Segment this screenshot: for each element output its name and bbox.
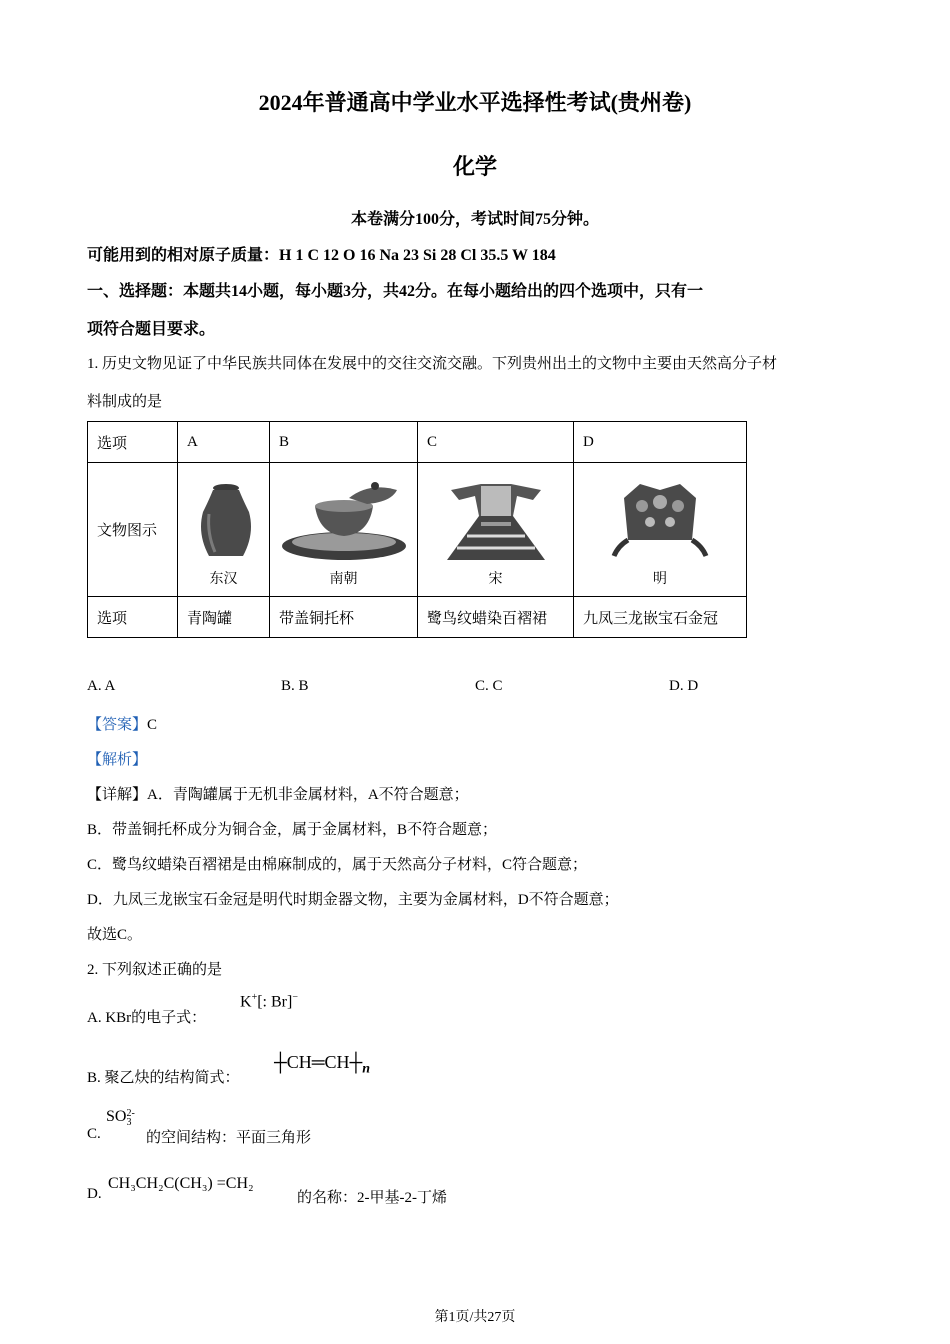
potassium-charge: +: [251, 992, 258, 1003]
pottery-jar-icon: [179, 478, 269, 568]
section-heading-line2: 项符合题目要求。: [87, 321, 216, 338]
bracket-left: ┼: [274, 1052, 287, 1072]
potassium-symbol: K: [240, 993, 252, 1011]
exam-title: 2024年普通高中学业水平选择性考试(贵州卷): [258, 90, 692, 115]
q1-detail-line1: [87, 783, 469, 804]
q1-answer: [87, 713, 157, 734]
relic-image-a: [178, 463, 270, 597]
q1-detail-line4: D．九凤三龙嵌宝石金冠是明代时期金器文物，主要为金属材料，D不符合题意；: [87, 892, 619, 908]
page-number: 第1页/共27页: [434, 1310, 516, 1325]
relic-image-d: [574, 463, 747, 597]
alkene-formula: CH₃CH₂C(CH₃) =CH₂: [108, 1175, 254, 1192]
bracket-right: ┼: [349, 1052, 363, 1072]
bromide-charge: −: [292, 992, 298, 1003]
exam-info: 本卷满分100分，考试时间75分钟。: [350, 211, 599, 228]
repeat-unit: CH═CH: [286, 1052, 350, 1072]
section-heading-line1: 一、选择题：本题共14小题，每小题3分，共42分。在每小题给出的四个选项中，只有一: [87, 283, 704, 300]
image-row-label: 文物图示: [88, 463, 178, 597]
q1-conclusion: 故选C。: [87, 927, 143, 943]
sulfite-formula: [106, 1108, 135, 1127]
relic-name: 带盖铜托杯: [270, 597, 418, 638]
answer-tag: 【答案】: [87, 717, 148, 733]
caption-a: 东汉: [209, 570, 238, 587]
atomic-masses: 可能用到的相对原子质量：H 1 C 12 O 16 Na 23 Si 28 Cl 35.5 W 184: [87, 247, 556, 264]
q2-stem: 2. 下列叙述正确的是: [87, 962, 223, 978]
golden-crown-icon: [610, 476, 710, 568]
q1-option-b: B. B: [281, 678, 309, 694]
name-row-label: 选项: [88, 597, 178, 638]
caption-d: 明: [653, 570, 667, 587]
bronze-cup-icon: [279, 476, 409, 568]
q1-detail-line3: C．鹭鸟纹蜡染百褶裙是由棉麻制成的，属于天然高分子材料，C符合题意；: [87, 857, 588, 873]
degree-n: n: [362, 1061, 371, 1077]
pleated-skirt-icon: [441, 476, 551, 568]
bromide-bracket: [: Br]: [257, 993, 293, 1011]
q2-option-d-text: 的名称：2-甲基-2-丁烯: [297, 1190, 447, 1206]
table-header-row: [88, 422, 747, 463]
analysis-tag: 【解析】: [87, 752, 148, 768]
relic-name: 九凤三龙嵌宝石金冠: [574, 597, 747, 638]
detail-text: A．青陶罐属于无机非金属材料，A不符合题意；: [147, 787, 469, 803]
relic-name: 青陶罐: [178, 597, 270, 638]
answer-value: C: [147, 717, 158, 733]
q2-option-d-prefix: D.: [87, 1186, 102, 1202]
sulfite-body: SO: [106, 1108, 127, 1125]
polyacetylene-formula: [274, 1052, 370, 1078]
table-name-row: [88, 597, 747, 638]
table-image-row: [88, 463, 747, 597]
subject-title: 化学: [452, 154, 497, 179]
relic-image-c: [418, 463, 574, 597]
table-header-cell: D: [574, 422, 747, 463]
relic-image-b: [270, 463, 418, 597]
caption-b: 南朝: [329, 570, 358, 587]
sulfite-charge: 2-: [126, 1108, 135, 1119]
table-header-cell: 选项: [88, 422, 178, 463]
q1-stem-line1: 1. 历史文物见证了中华民族共同体在发展中的交往交流交融。下列贵州出土的文物中主要由天然高分子材: [87, 356, 778, 372]
q1-option-c: C. C: [475, 678, 503, 694]
sulfite-subscript: 3: [126, 1117, 132, 1128]
q1-option-d: D. D: [669, 678, 699, 694]
q1-detail-line2: B．带盖铜托杯成分为铜合金，属于金属材料，B不符合题意；: [87, 822, 498, 838]
q1-option-a: A. A: [87, 678, 116, 694]
detail-tag: 【详解】: [87, 787, 148, 803]
q2-option-c-text: 的空间结构：平面三角形: [146, 1130, 312, 1146]
table-header-cell: C: [418, 422, 574, 463]
relics-table: [87, 421, 747, 638]
q2-option-a-text: A. KBr的电子式：: [87, 1010, 207, 1026]
kbr-electron-formula: [240, 992, 298, 1011]
q2-option-b-text: B. 聚乙炔的结构简式：: [87, 1070, 240, 1086]
table-header-cell: A: [178, 422, 270, 463]
relic-name: 鹭鸟纹蜡染百褶裙: [418, 597, 574, 638]
q1-stem-line2: 料制成的是: [87, 394, 163, 410]
caption-c: 宋: [488, 570, 503, 587]
table-header-cell: B: [270, 422, 418, 463]
q2-option-c-prefix: C.: [87, 1126, 101, 1142]
